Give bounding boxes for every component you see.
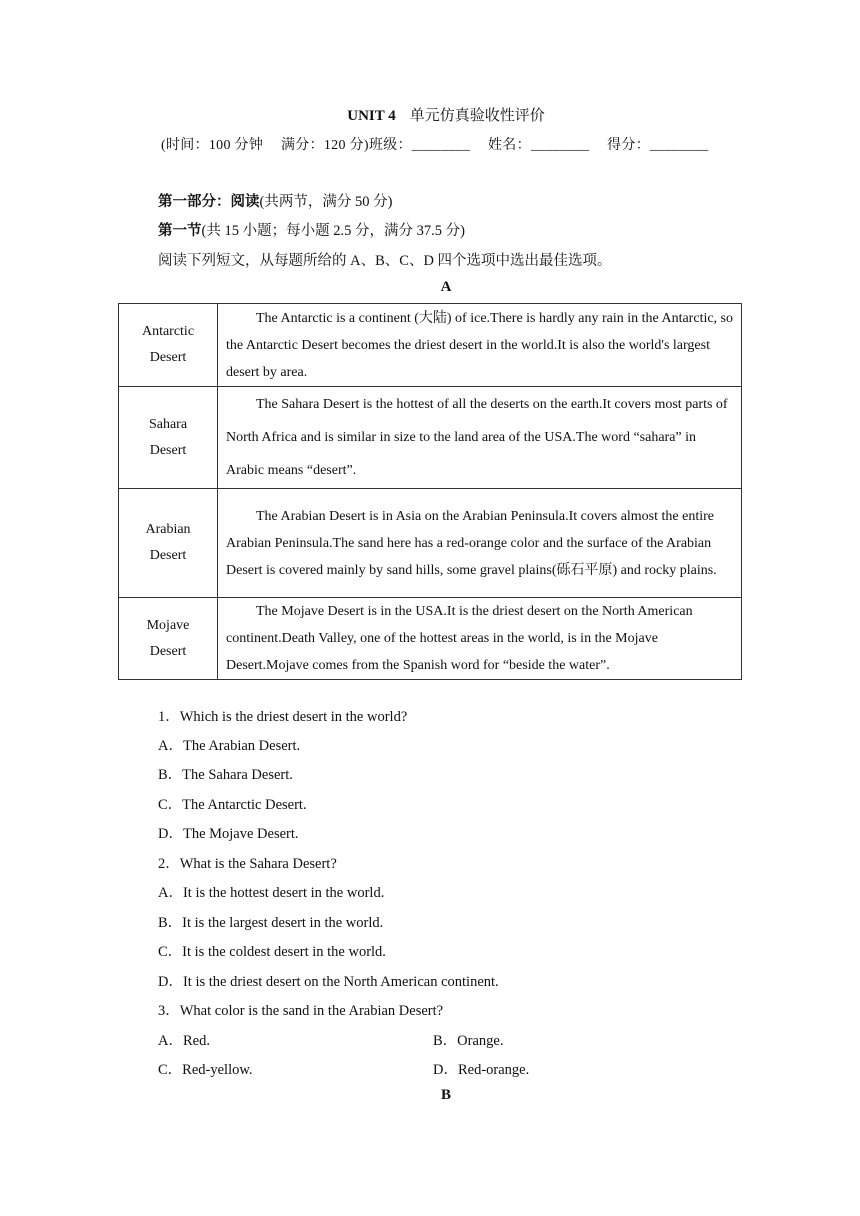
q2-option-a: A．It is the hottest desert in the world. xyxy=(158,885,385,901)
unit-label: UNIT 4 xyxy=(347,108,396,124)
desert-name: Arabian Desert xyxy=(119,489,218,598)
desert-description: The Sahara Desert is the hottest of all the deserts on the earth.It covers most parts of North Africa and is similar in size to the land area of the USA.The word “sahara” in Arabic means “desert”. xyxy=(218,387,742,489)
passage-b-label: B xyxy=(440,1087,451,1103)
instruction-text: 阅读下列短文，从每题所给的 A、B、C、D 四个选项中选出最佳选项。 xyxy=(158,253,612,269)
exam-info-line xyxy=(161,134,722,154)
q1-option-b: B．The Sahara Desert. xyxy=(158,767,293,783)
q3-option-a: A．Red. xyxy=(158,1033,210,1049)
name-field: 姓名：________ xyxy=(487,138,590,153)
table-row xyxy=(119,304,742,387)
passage-a-label: A xyxy=(440,279,452,295)
q1-option-c: C．The Antarctic Desert. xyxy=(158,797,307,813)
desert-description: The Mojave Desert is in the USA.It is the driest desert on the North American continent.Death Valley, one of the hottest areas in the world, is in the Mojave Desert.Mojave comes from the Spanish word for “beside the water”. xyxy=(218,598,742,680)
score-field: 得分：________ xyxy=(607,138,709,153)
desert-table xyxy=(118,303,742,680)
q3-option-c: C．Red-yellow. xyxy=(158,1062,253,1078)
question-2-stem: 2．What is the Sahara Desert? xyxy=(158,856,337,872)
question-3-stem: 3．What color is the sand in the Arabian Desert? xyxy=(158,1003,444,1019)
score-class-info: 满分：120 分)班级：________ xyxy=(280,138,471,153)
desert-name: Mojave Desert xyxy=(119,598,218,680)
q2-option-c: C．It is the coldest desert in the world. xyxy=(158,944,386,960)
table-row xyxy=(119,489,742,598)
desert-name: Antarctic Desert xyxy=(119,304,218,387)
section1-heading: 第一节(共 15 小题；每小题 2.5 分，满分 37.5 分) xyxy=(158,223,465,239)
table-row xyxy=(119,598,742,680)
q3-option-d: D．Red-orange. xyxy=(433,1062,530,1078)
table-row xyxy=(119,387,742,489)
q2-option-b: B．It is the largest desert in the world. xyxy=(158,915,384,931)
unit-subtitle: 单元仿真验收性评价 xyxy=(409,108,545,124)
desert-name: Sahara Desert xyxy=(119,387,218,489)
time-info: (时间：100 分钟 xyxy=(161,138,264,153)
q1-option-a: A．The Arabian Desert. xyxy=(158,738,301,754)
question-1-stem: 1．Which is the driest desert in the world? xyxy=(158,709,408,725)
part1-heading: 第一部分：阅读(共两节，满分 50 分) xyxy=(158,194,393,210)
q2-option-d: D．It is the driest desert on the North American continent. xyxy=(158,974,499,990)
desert-description: The Antarctic is a continent (大陆) of ice.There is hardly any rain in the Antarctic, so the Antarctic Desert becomes the driest desert in the world.It is also the world's largest desert by area. xyxy=(218,304,742,387)
q3-option-b: B．Orange. xyxy=(433,1033,504,1049)
page-title xyxy=(0,104,860,125)
desert-description: The Arabian Desert is in Asia on the Arabian Peninsula.It covers almost the entire Arabian Peninsula.The sand here has a red-orange color and the surface of the Arabian Desert is covered mainly by sand hills, some gravel plains(砾石平原) and rocky plains. xyxy=(218,489,742,598)
q1-option-d: D．The Mojave Desert. xyxy=(158,826,299,842)
